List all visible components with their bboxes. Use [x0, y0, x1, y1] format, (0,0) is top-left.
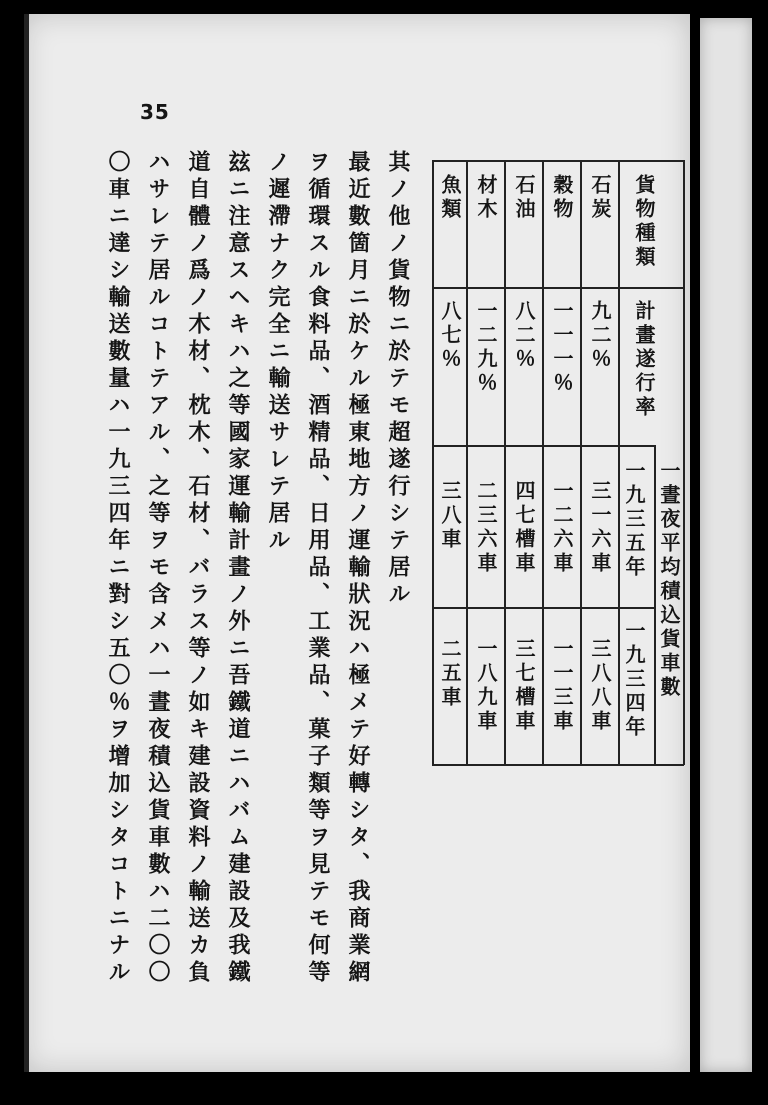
row-wagons-1934: 一一三車 — [550, 638, 574, 734]
row-cargo-type: 魚類 — [438, 174, 462, 222]
row-wagons-1934: 二五車 — [438, 638, 462, 710]
row-plan-rate: 九二％ — [588, 300, 612, 372]
row-plan-rate: 一一一％ — [550, 300, 574, 396]
header-year-1934: 一九三四年 — [622, 620, 646, 740]
row-cargo-type: 穀物 — [550, 174, 574, 222]
row-plan-rate: 八二％ — [512, 300, 536, 372]
row-cargo-type: 石炭 — [588, 174, 612, 222]
header-plan-rate: 計畫遂行率 — [632, 300, 656, 420]
row-wagons-1934: 三八八車 — [588, 638, 612, 734]
body-column: ハサレテ居ルコトテアル、之等ヲモ含メハ一晝夜積込貨車數ハ二〇〇 — [145, 150, 171, 987]
next-page-edge — [700, 18, 752, 1072]
row-plan-rate: 一二九％ — [474, 300, 498, 396]
row-wagons-1935: 三八車 — [438, 480, 462, 552]
freight-table — [432, 160, 684, 765]
body-column: ヲ循環スル食料品、酒精品、日用品、工業品、菓子類等ヲ見テモ何等 — [305, 150, 331, 987]
row-plan-rate: 八七％ — [438, 300, 462, 372]
row-wagons-1934: 三七槽車 — [512, 638, 536, 734]
row-wagons-1935: 三一六車 — [588, 480, 612, 576]
page-number: 35 — [140, 100, 170, 124]
row-wagons-1935: 四七槽車 — [512, 480, 536, 576]
row-cargo-type: 石油 — [512, 174, 536, 222]
body-column: 最近數箇月ニ於ケル極東地方ノ運輸狀況ハ極メテ好轉シタ、我商業網 — [345, 150, 371, 987]
body-column: 〇車ニ達シ輸送數量ハ一九三四年ニ對シ五〇％ヲ增加シタコトニナル — [105, 150, 131, 987]
row-wagons-1935: 一二六車 — [550, 480, 574, 576]
header-daily-wagons: 一晝夜平均積込貨車數 — [657, 460, 681, 700]
body-column: ノ遲滯ナク完全ニ輸送サレテ居ル — [265, 150, 291, 555]
header-cargo-type: 貨物種類 — [632, 174, 656, 270]
body-column: 道自體ノ爲ノ木材、枕木、石材、バラス等ノ如キ建設資料ノ輸送カ負 — [185, 150, 211, 987]
body-column: 其ノ他ノ貨物ニ於テモ超遂行シテ居ル — [385, 150, 411, 609]
row-wagons-1935: 二三六車 — [474, 480, 498, 576]
body-column: 玆ニ注意スヘキハ之等國家運輸計畫ノ外ニ吾鐵道ニハバム建設及我鐵 — [225, 150, 251, 987]
page-gutter — [24, 14, 29, 1072]
row-cargo-type: 材木 — [474, 174, 498, 222]
row-wagons-1934: 一八九車 — [474, 638, 498, 734]
header-year-1935: 一九三五年 — [622, 460, 646, 580]
